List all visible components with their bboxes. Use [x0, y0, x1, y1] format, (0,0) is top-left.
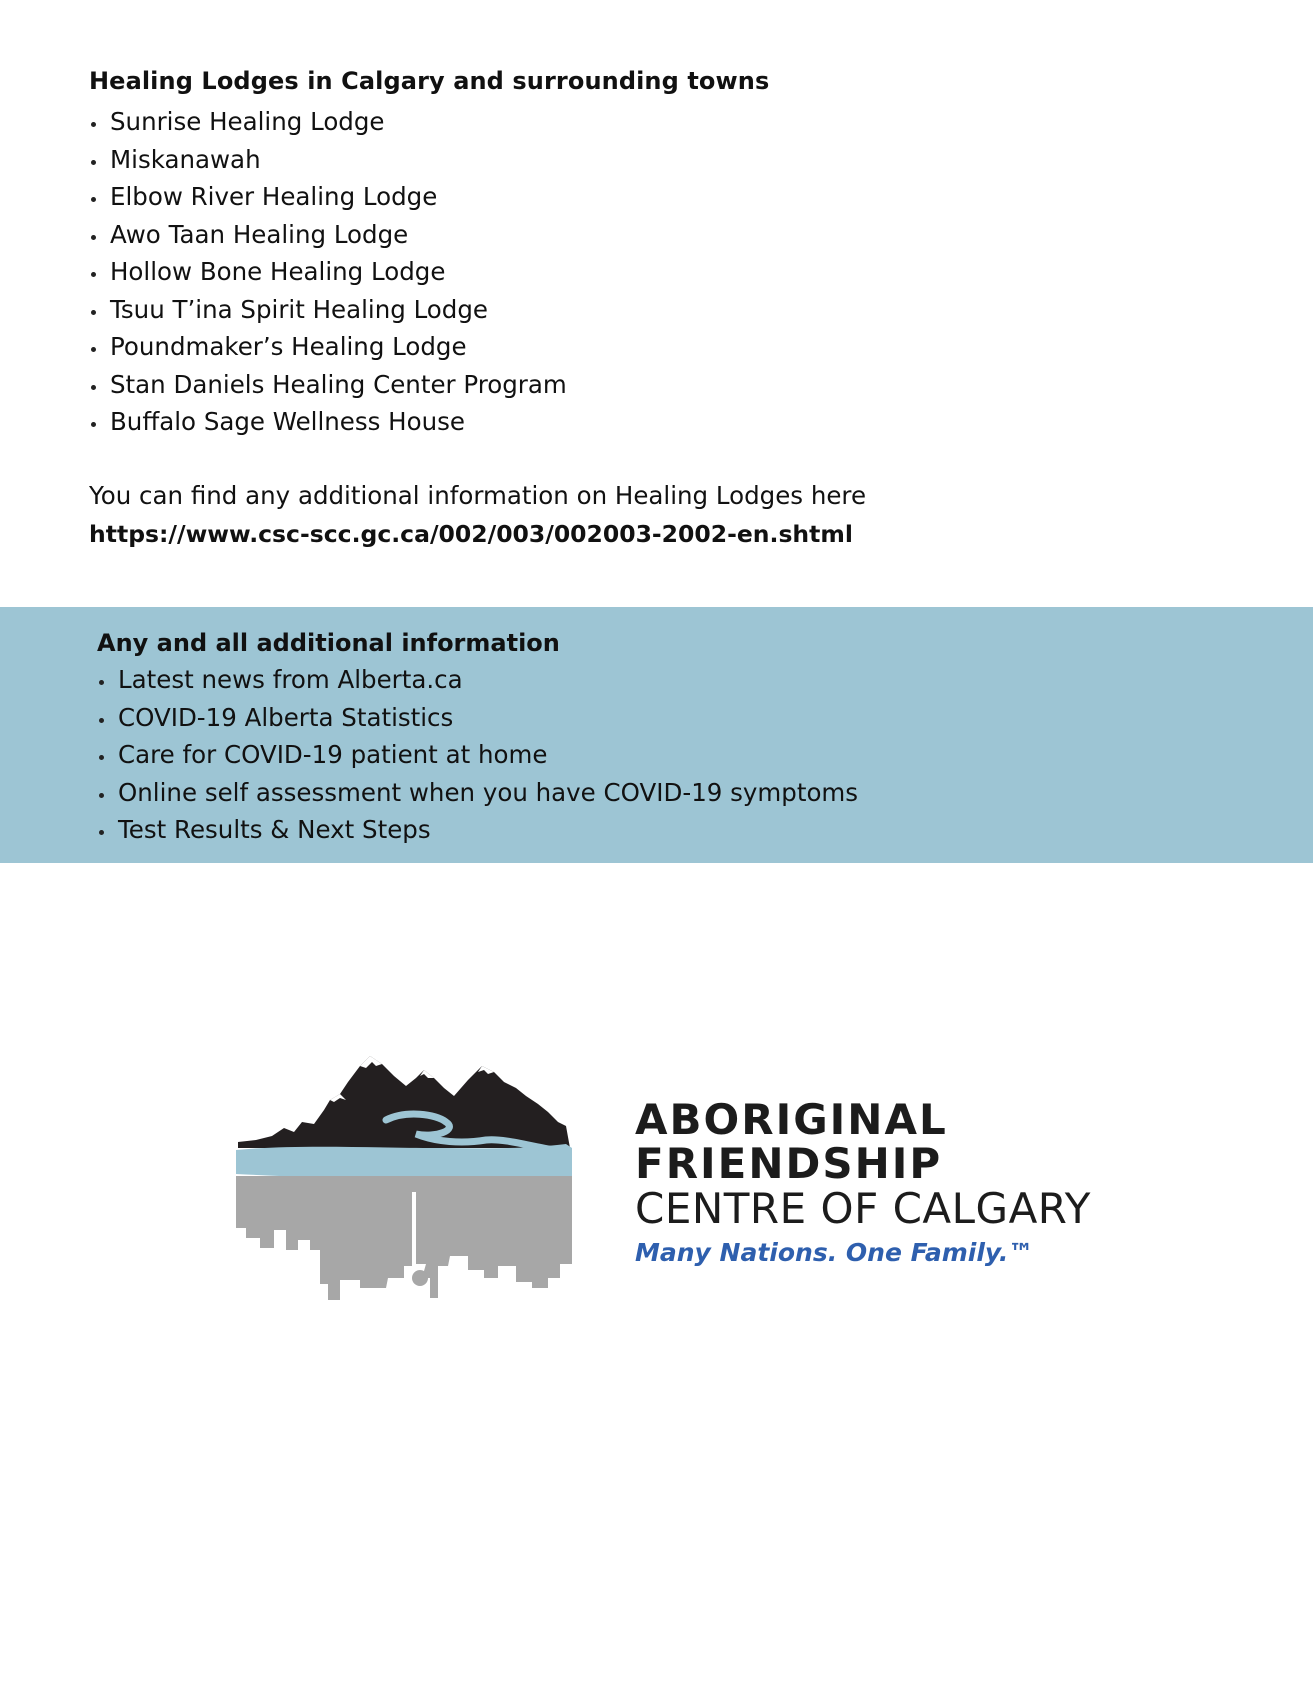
list-item: Elbow River Healing Lodge	[89, 178, 1189, 216]
afcc-wordmark	[635, 1095, 1091, 1270]
list-item: Hollow Bone Healing Lodge	[89, 253, 1189, 291]
afcc-logo-emblem-icon	[236, 1052, 586, 1302]
list-item[interactable]: Latest news from Alberta.ca	[97, 661, 858, 699]
list-item: Miskanawah	[89, 141, 1189, 179]
healing-lodges-section	[89, 64, 1189, 441]
healing-lodges-heading: Healing Lodges in Calgary and surrounding towns	[89, 67, 770, 95]
more-info-link[interactable]: https://www.csc-scc.gc.ca/002/003/002003-2002-en.shtml	[89, 520, 853, 548]
river-icon	[236, 1144, 572, 1180]
additional-info-heading: Any and all additional information	[97, 629, 560, 657]
wordmark-line-3: CENTRE OF CALGARY	[635, 1184, 1091, 1233]
list-item: Sunrise Healing Lodge	[89, 103, 1189, 141]
list-item: Awo Taan Healing Lodge	[89, 216, 1189, 254]
list-item: Poundmaker’s Healing Lodge	[89, 328, 1189, 366]
list-item[interactable]: Test Results & Next Steps	[97, 811, 858, 849]
list-item: Stan Daniels Healing Center Program	[89, 366, 1189, 404]
city-skyline-icon	[236, 1176, 572, 1300]
more-info-text: You can find any additional information on Healing Lodges here	[89, 481, 867, 510]
list-item[interactable]: Online self assessment when you have COVID-19 symptoms	[97, 774, 858, 812]
list-item[interactable]: COVID-19 Alberta Statistics	[97, 699, 858, 737]
healing-lodges-more-info	[89, 477, 866, 553]
list-item[interactable]: Care for COVID-19 patient at home	[97, 736, 858, 774]
additional-info-band	[0, 607, 1313, 863]
list-item: Tsuu T’ina Spirit Healing Lodge	[89, 291, 1189, 329]
mountain-range-icon	[238, 1056, 570, 1148]
wordmark-line-1: ABORIGINAL	[635, 1095, 948, 1144]
list-item: Buffalo Sage Wellness House	[89, 403, 1189, 441]
healing-lodges-list	[89, 103, 1189, 441]
additional-info-list	[97, 661, 858, 849]
wordmark-line-2: FRIENDSHIP	[635, 1139, 943, 1188]
tagline: Many Nations. One Family.™	[635, 1238, 1034, 1267]
